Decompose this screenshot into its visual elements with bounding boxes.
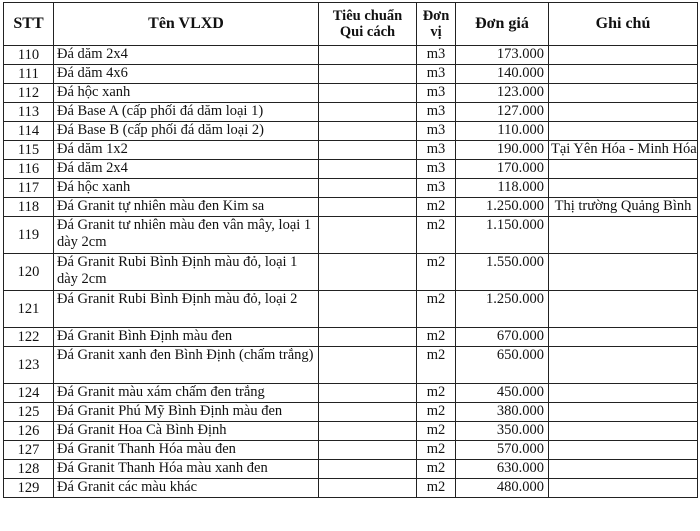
table-row	[4, 84, 698, 103]
table-row	[4, 291, 698, 328]
table-row	[4, 179, 698, 198]
row-unit: m3	[417, 160, 456, 179]
row-unit: m3	[417, 179, 456, 198]
row-unit: m2	[417, 460, 456, 479]
table-row	[4, 479, 698, 498]
row-material-name: Đá Granit Thanh Hóa màu đen	[54, 441, 319, 460]
row-note	[549, 441, 698, 460]
row-stt: 126	[4, 422, 54, 441]
row-material-name: Đá Granit màu xám chấm đen trắng	[54, 384, 319, 403]
row-price: 480.000	[456, 479, 549, 498]
row-note	[549, 46, 698, 65]
row-material-name: Đá Granit Rubi Bình Định màu đỏ, loại 1 dày 2cm	[54, 254, 319, 291]
row-unit: m2	[417, 347, 456, 384]
row-stt: 120	[4, 254, 54, 291]
row-spec	[319, 46, 417, 65]
table-row	[4, 103, 698, 122]
row-material-name: Đá dăm 2x4	[54, 160, 319, 179]
row-spec	[319, 122, 417, 141]
table-row	[4, 384, 698, 403]
row-material-name: Đá Granit tư nhiên màu đen vân mây, loại 1 dày 2cm	[54, 217, 319, 254]
table-row	[4, 254, 698, 291]
row-spec	[319, 217, 417, 254]
table-body	[4, 46, 698, 498]
row-spec	[319, 460, 417, 479]
row-material-name: Đá dăm 1x2	[54, 141, 319, 160]
row-stt: 123	[4, 347, 54, 384]
row-price: 650.000	[456, 347, 549, 384]
row-spec	[319, 403, 417, 422]
row-spec	[319, 347, 417, 384]
row-note	[549, 384, 698, 403]
row-material-name: Đá Granit tự nhiên màu đen Kim sa	[54, 198, 319, 217]
row-unit: m2	[417, 441, 456, 460]
row-unit: m2	[417, 291, 456, 328]
table-row	[4, 328, 698, 347]
row-stt: 128	[4, 460, 54, 479]
row-price: 450.000	[456, 384, 549, 403]
row-note	[549, 122, 698, 141]
table-row	[4, 65, 698, 84]
row-material-name: Đá Base B (cấp phối đá dăm loại 2)	[54, 122, 319, 141]
row-price: 118.000	[456, 179, 549, 198]
row-stt: 111	[4, 65, 54, 84]
row-price: 670.000	[456, 328, 549, 347]
row-material-name: Đá dăm 4x6	[54, 65, 319, 84]
row-unit: m2	[417, 422, 456, 441]
header-price: Đơn giá	[456, 3, 549, 46]
row-material-name: Đá Granit Thanh Hóa màu xanh đen	[54, 460, 319, 479]
row-stt: 118	[4, 198, 54, 217]
row-stt: 121	[4, 291, 54, 328]
row-note	[549, 347, 698, 384]
row-unit: m2	[417, 254, 456, 291]
row-spec	[319, 103, 417, 122]
row-spec	[319, 198, 417, 217]
row-note	[549, 84, 698, 103]
row-material-name: Đá Base A (cấp phối đá dăm loại 1)	[54, 103, 319, 122]
row-stt: 125	[4, 403, 54, 422]
row-spec	[319, 179, 417, 198]
row-unit: m2	[417, 479, 456, 498]
row-material-name: Đá Granit Bình Định màu đen	[54, 328, 319, 347]
row-stt: 114	[4, 122, 54, 141]
table-row	[4, 460, 698, 479]
row-price: 127.000	[456, 103, 549, 122]
table-row	[4, 160, 698, 179]
row-stt: 129	[4, 479, 54, 498]
row-price: 1.250.000	[456, 198, 549, 217]
row-note	[549, 479, 698, 498]
header-note: Ghi chú	[549, 3, 698, 46]
row-note	[549, 160, 698, 179]
row-unit: m3	[417, 65, 456, 84]
row-unit: m3	[417, 46, 456, 65]
header-unit: Đơn vị	[417, 3, 456, 46]
row-stt: 115	[4, 141, 54, 160]
row-price: 173.000	[456, 46, 549, 65]
header-stt: STT	[4, 3, 54, 46]
price-list-document	[3, 2, 697, 498]
row-note	[549, 403, 698, 422]
header-name: Tên VLXD	[54, 3, 319, 46]
row-spec	[319, 65, 417, 84]
table-row	[4, 122, 698, 141]
row-material-name: Đá Granit Phú Mỹ Bình Định màu đen	[54, 403, 319, 422]
material-price-table	[3, 2, 698, 498]
row-price: 110.000	[456, 122, 549, 141]
row-note	[549, 460, 698, 479]
table-row	[4, 46, 698, 65]
row-price: 1.550.000	[456, 254, 549, 291]
row-note	[549, 291, 698, 328]
row-spec	[319, 160, 417, 179]
row-price: 1.250.000	[456, 291, 549, 328]
row-price: 630.000	[456, 460, 549, 479]
row-note	[549, 65, 698, 84]
row-price: 380.000	[456, 403, 549, 422]
row-price: 350.000	[456, 422, 549, 441]
table-row	[4, 403, 698, 422]
row-price: 1.150.000	[456, 217, 549, 254]
table-header-row	[4, 3, 698, 46]
row-note	[549, 422, 698, 441]
row-price: 170.000	[456, 160, 549, 179]
row-price: 570.000	[456, 441, 549, 460]
header-spec: Tiêu chuẩn Qui cách	[319, 3, 417, 46]
table-row	[4, 217, 698, 254]
row-stt: 113	[4, 103, 54, 122]
row-note	[549, 217, 698, 254]
table-row	[4, 347, 698, 384]
row-stt: 127	[4, 441, 54, 460]
row-material-name: Đá dăm 2x4	[54, 46, 319, 65]
row-unit: m2	[417, 198, 456, 217]
row-material-name: Đá hộc xanh	[54, 179, 319, 198]
row-note	[549, 103, 698, 122]
row-stt: 124	[4, 384, 54, 403]
table-row	[4, 141, 698, 160]
table-row	[4, 198, 698, 217]
row-material-name: Đá hộc xanh	[54, 84, 319, 103]
row-material-name: Đá Granit Rubi Bình Định màu đỏ, loại 2	[54, 291, 319, 328]
row-unit: m3	[417, 122, 456, 141]
row-spec	[319, 479, 417, 498]
row-unit: m3	[417, 103, 456, 122]
row-unit: m2	[417, 217, 456, 254]
row-spec	[319, 291, 417, 328]
row-spec	[319, 141, 417, 160]
row-note	[549, 328, 698, 347]
row-spec	[319, 254, 417, 291]
row-stt: 110	[4, 46, 54, 65]
row-stt: 122	[4, 328, 54, 347]
row-note: Tại Yên Hóa - Minh Hóa	[549, 141, 698, 160]
row-unit: m3	[417, 141, 456, 160]
row-stt: 112	[4, 84, 54, 103]
table-row	[4, 422, 698, 441]
row-stt: 116	[4, 160, 54, 179]
row-note: Thị trường Quảng Bình	[549, 198, 698, 217]
row-spec	[319, 441, 417, 460]
row-stt: 117	[4, 179, 54, 198]
row-note	[549, 179, 698, 198]
row-stt: 119	[4, 217, 54, 254]
row-price: 190.000	[456, 141, 549, 160]
row-material-name: Đá Granit các màu khác	[54, 479, 319, 498]
row-unit: m2	[417, 384, 456, 403]
row-spec	[319, 84, 417, 103]
row-price: 140.000	[456, 65, 549, 84]
row-material-name: Đá Granit xanh đen Bình Định (chấm trắng)	[54, 347, 319, 384]
row-spec	[319, 384, 417, 403]
row-note	[549, 254, 698, 291]
row-price: 123.000	[456, 84, 549, 103]
table-row	[4, 441, 698, 460]
row-spec	[319, 328, 417, 347]
row-unit: m3	[417, 84, 456, 103]
row-unit: m2	[417, 328, 456, 347]
row-spec	[319, 422, 417, 441]
row-material-name: Đá Granit Hoa Cà Bình Định	[54, 422, 319, 441]
row-unit: m2	[417, 403, 456, 422]
